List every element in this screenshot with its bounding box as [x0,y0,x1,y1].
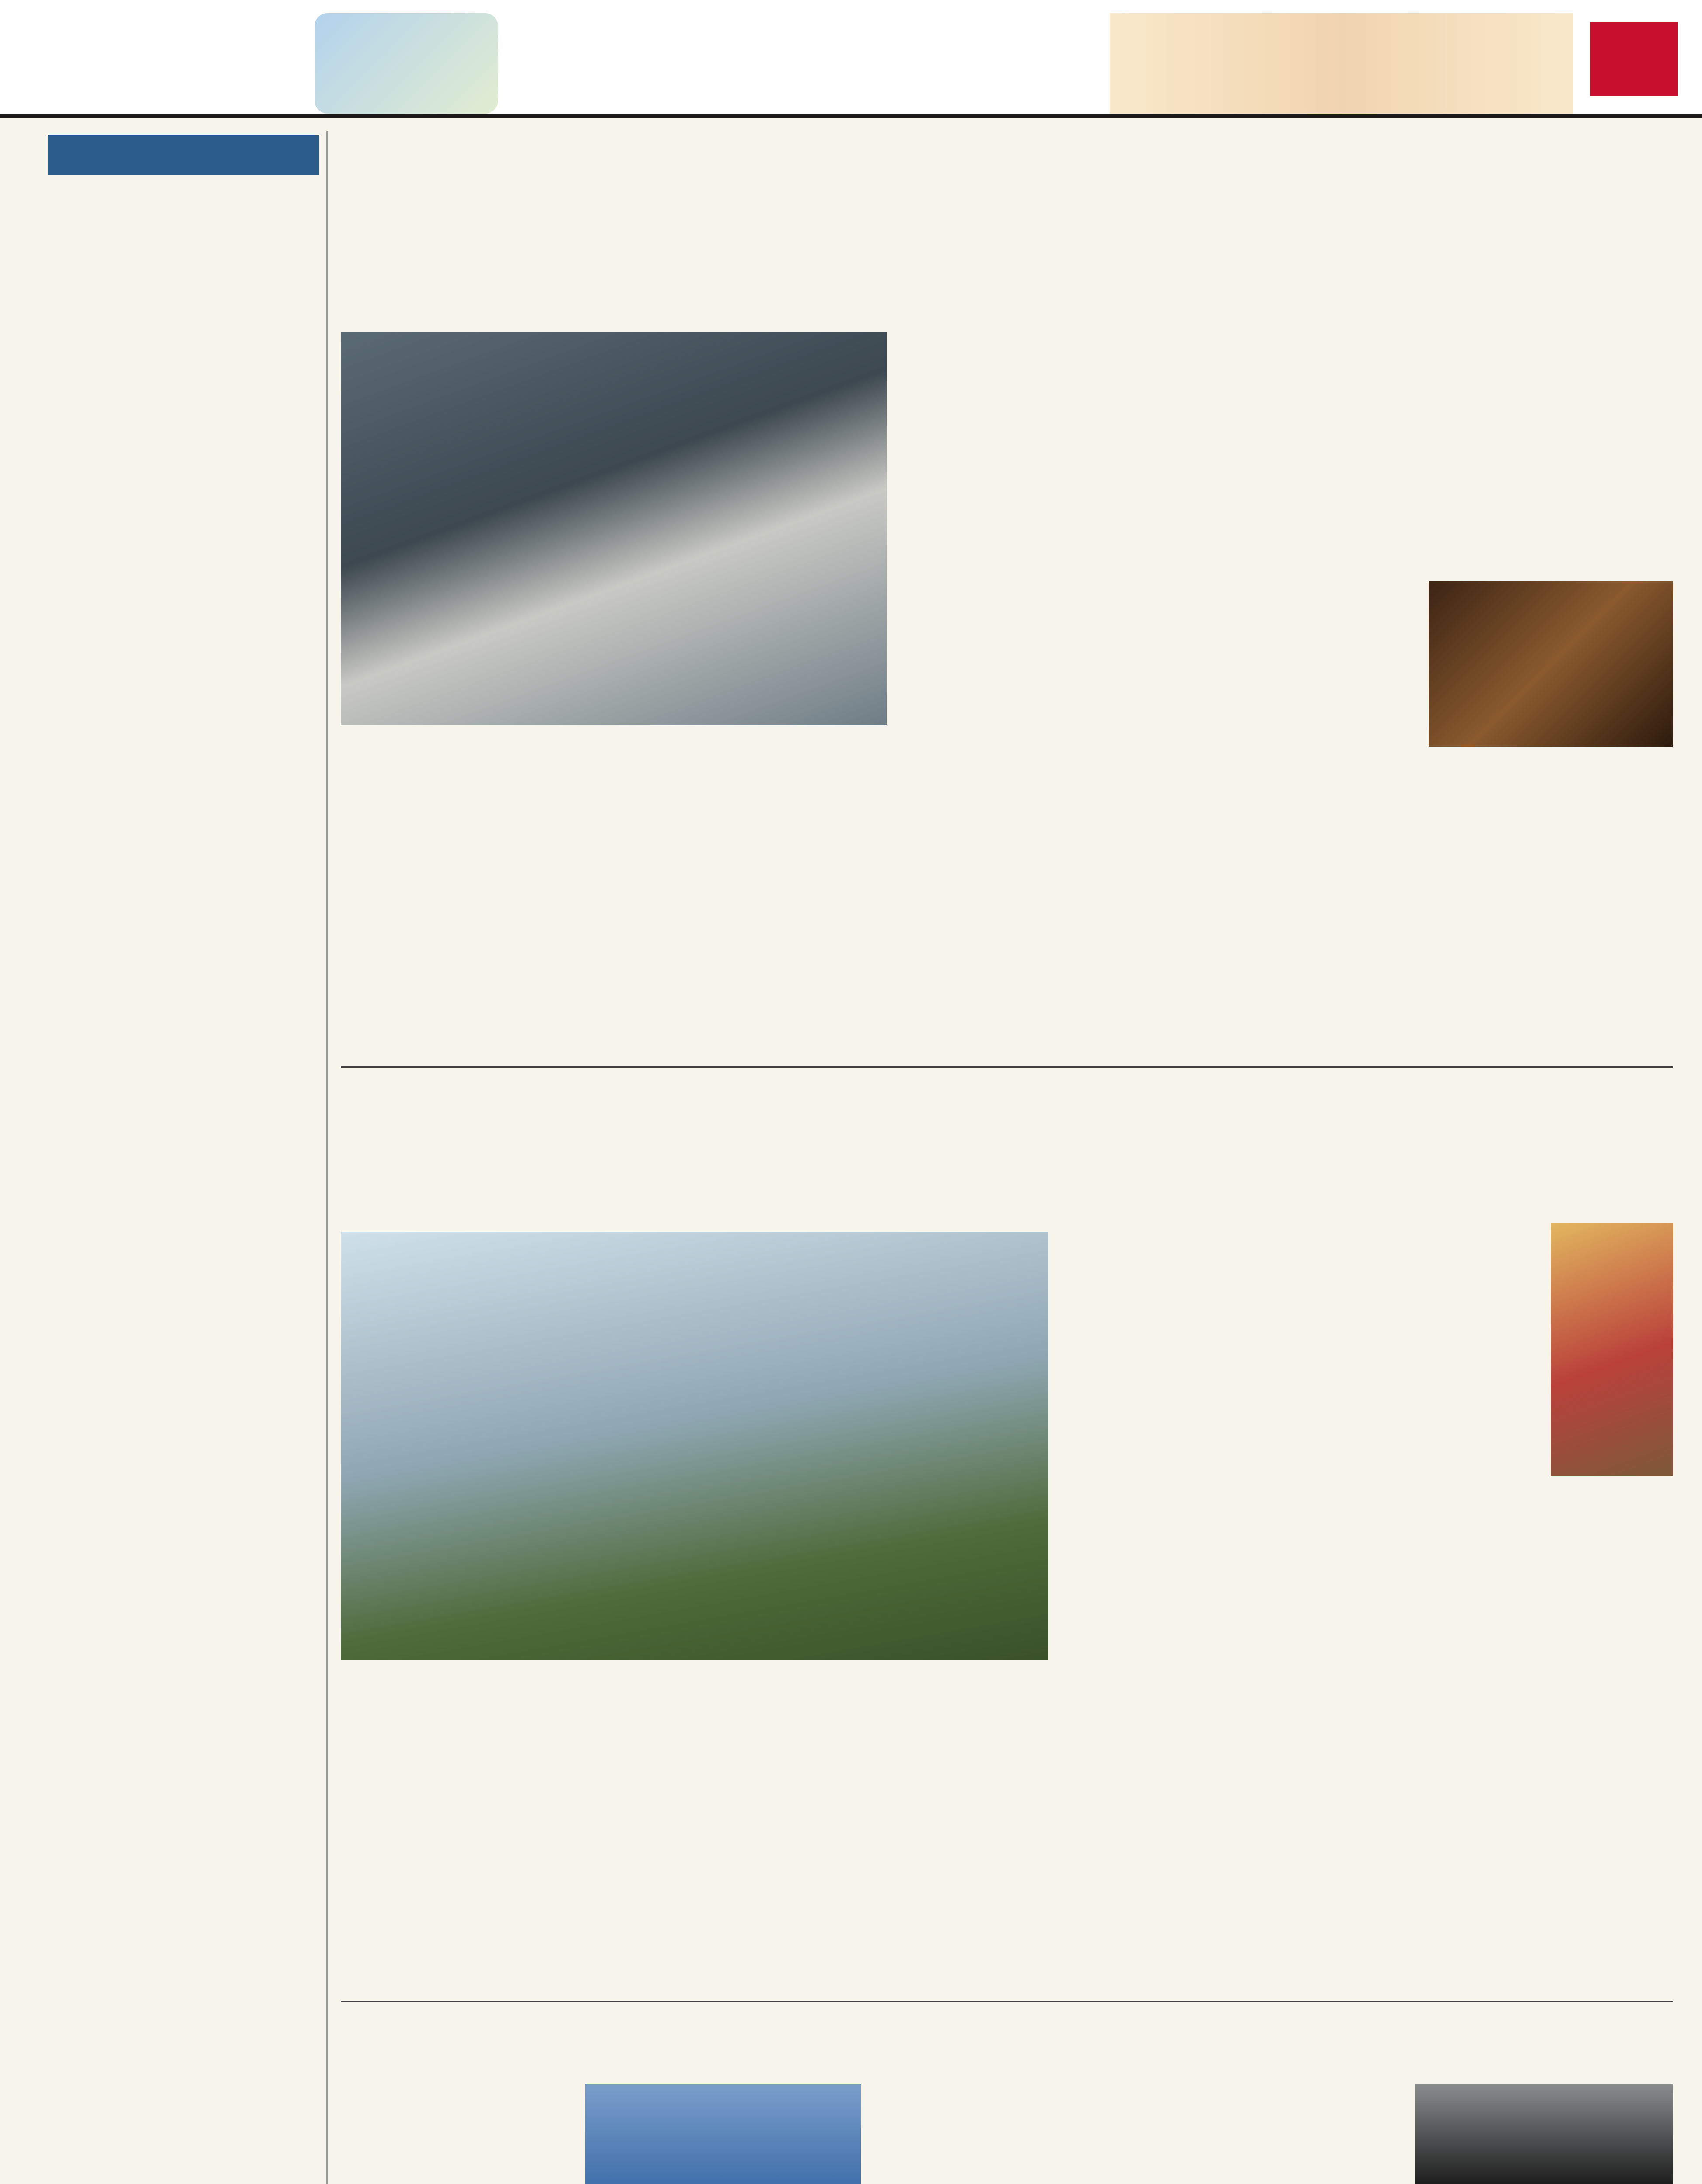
rapid-rail-photo [341,1232,1048,1660]
niqab-photo [1415,2084,1673,2184]
sidebar-body-2 [48,804,319,1485]
women-pension-photo [1551,1223,1673,1476]
parliament-body-col1 [1180,332,1415,1057]
fuel-body-col1 [341,734,612,1057]
header-decoration [1110,13,1573,114]
pension-headline [1297,1083,1673,1214]
divider [341,2001,1673,2002]
fuel-body-col3 [900,332,1171,1057]
sidebar-body-3 [48,1616,319,2184]
rail-body-col2 [699,1669,1048,1992]
fuel-pump-photo [341,332,887,725]
fuel-body-col2 [620,734,887,1057]
sidebar-title [48,135,319,175]
trade-body-col3 [869,2084,1131,2184]
rail-body-col1 [341,1669,686,1992]
bihar-map-graphic [315,13,498,114]
rail-body-col3 [1057,1083,1289,1992]
hijab-body-col1 [1145,2084,1407,2184]
hijab-headline [1145,2014,1673,2075]
fuel-headline [341,140,1127,323]
trade-headline [341,2014,1131,2075]
pension-body-col1 [1297,1223,1542,1992]
sidebar-headline-2 [48,686,319,799]
court-gavel-photo [1429,581,1673,747]
parliament-body-col2a [1429,332,1673,577]
pension-body-col2 [1551,1485,1673,1992]
trade-body-col1 [341,2084,577,2184]
sidebar-headline-1 [48,183,319,297]
divider [341,1066,1673,1068]
ship-flags-photo [585,2084,861,2184]
parliament-headline [1180,149,1673,323]
sidebar-body-1 [48,301,319,673]
rail-headline [341,1083,1048,1223]
page-number [1590,22,1678,96]
sidebar-headline-3 [48,1498,319,1612]
